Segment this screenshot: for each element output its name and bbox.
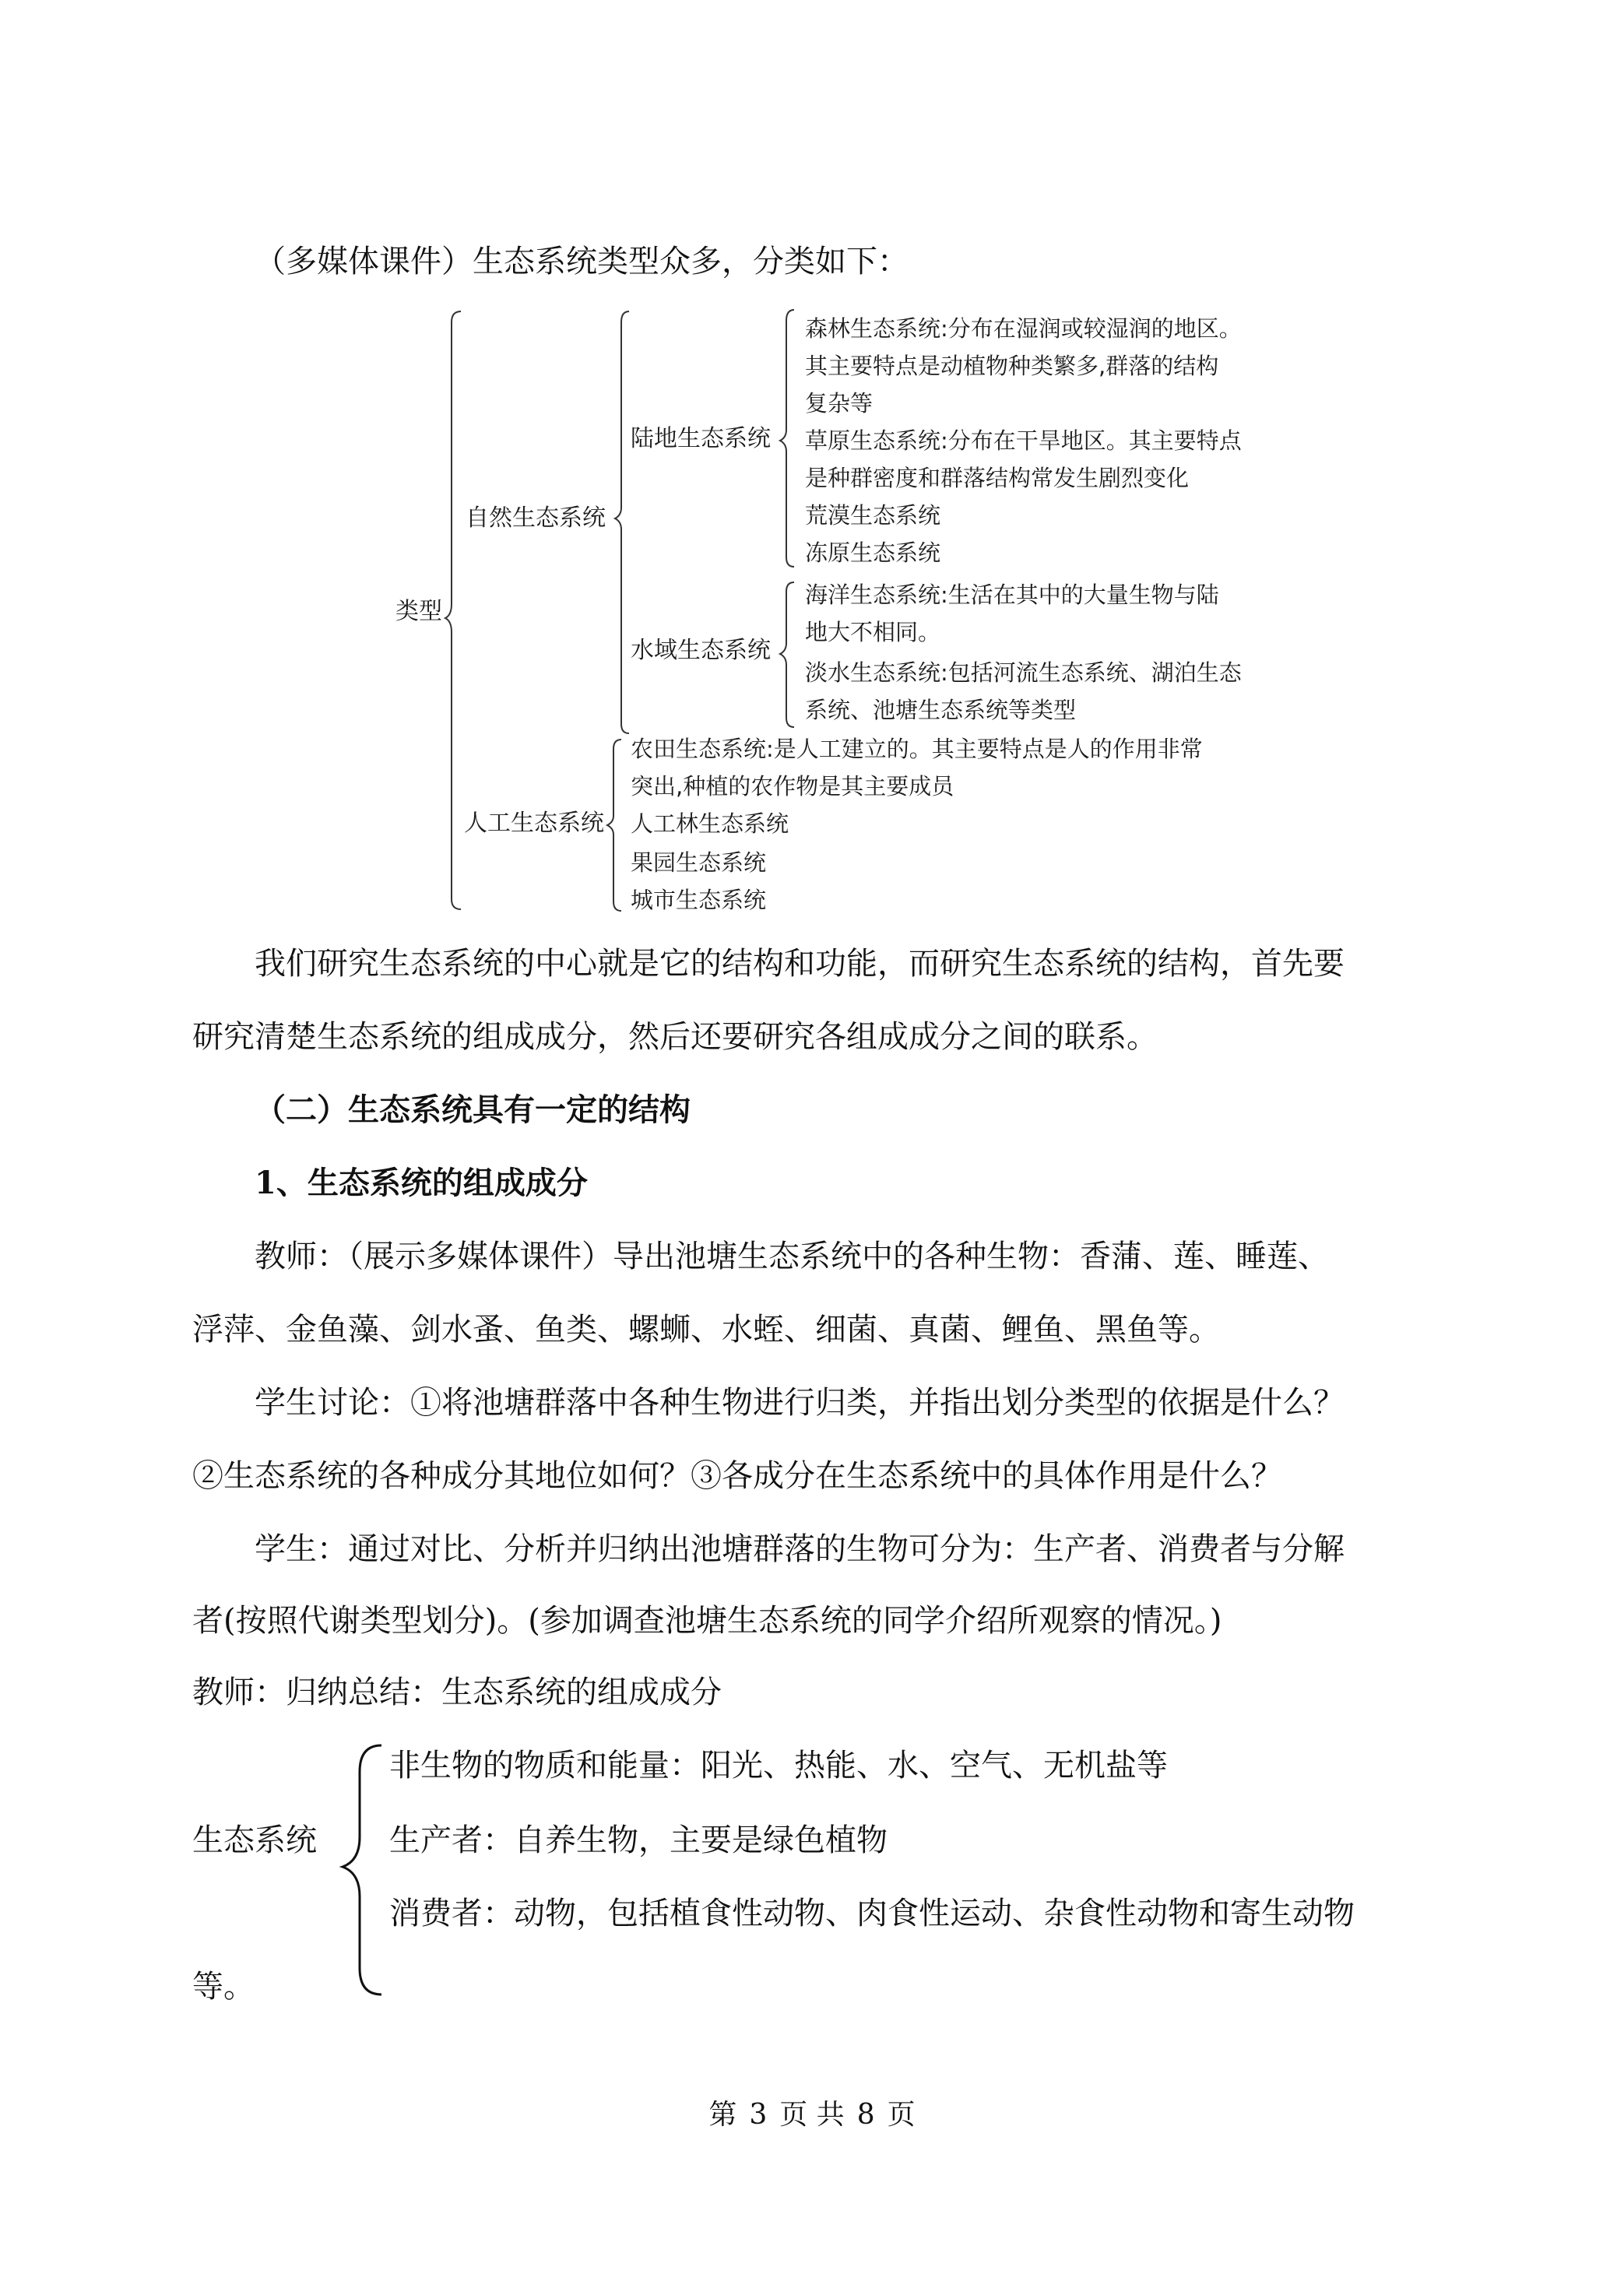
discussion-line2: ②生态系统的各种成分其地位如何？③各成分在生态系统中的具体作用是什么？	[192, 1458, 1282, 1494]
land-bracket	[780, 310, 794, 567]
artificial-item: 果园生态系统	[631, 849, 767, 876]
student-line1: 学生：通过对比、分析并归纳出池塘群落的生物可分为：生产者、消费者与分解	[255, 1531, 1345, 1567]
footer-label-3: 页	[887, 2099, 916, 2131]
root-bracket	[445, 311, 461, 909]
page-number: 3	[749, 2099, 768, 2131]
artificial-item: 城市生态系统	[631, 887, 767, 913]
section-heading: （二）生态系统具有一定的结构	[255, 1091, 691, 1128]
water-item: 系统、池塘生态系统等类型	[805, 697, 1077, 723]
natural-bracket	[615, 311, 629, 733]
total-pages: 8	[856, 2099, 875, 2131]
footer-label-1: 第	[708, 2099, 737, 2131]
artificial-item: 突出,种植的农作物是其主要成员	[631, 773, 954, 800]
footer-label-2: 页 共	[779, 2099, 845, 2131]
components-tail: 等。	[192, 1969, 255, 2005]
water-item: 地大不相同。	[805, 619, 941, 645]
discussion-line1: 学生讨论：①将池塘群落中各种生物进行归类，并指出划分类型的依据是什么？	[255, 1385, 1345, 1421]
artificial-item: 人工林生态系统	[631, 810, 789, 837]
intro-text: （多媒体课件）生态系统类型众多，分类如下：	[255, 244, 909, 279]
artificial-item: 农田生态系统:是人工建立的。其主要特点是人的作用非常	[631, 736, 1203, 762]
teacher-line2: 浮萍、金鱼藻、剑水蚤、鱼类、螺蛳、水蛭、细菌、真菌、鲤鱼、黑鱼等。	[192, 1312, 1220, 1348]
land-item: 冻原生态系统	[805, 539, 941, 566]
component-item: 生产者：自养生物，主要是绿色植物	[389, 1822, 888, 1858]
land-item: 复杂等	[805, 390, 874, 416]
artificial-bracket	[607, 740, 621, 911]
water-item: 海洋生态系统:生活在其中的大量生物与陆	[805, 582, 1219, 608]
water-item: 淡水生态系统:包括河流生态系统、湖泊生态	[805, 659, 1242, 686]
teacher-line1: 教师：（展示多媒体课件）导出池塘生态系统中的各种生物：香蒲、莲、睡莲、	[255, 1239, 1329, 1274]
artificial-label: 人工生态系统	[464, 810, 604, 837]
water-label: 水域生态系统	[631, 637, 771, 664]
page-footer	[0, 2098, 1624, 2132]
water-bracket	[780, 582, 794, 727]
land-item: 荒漠生态系统	[805, 502, 941, 529]
land-item: 草原生态系统:分布在干旱地区。其主要特点	[805, 427, 1242, 454]
tree-root-label: 类型	[395, 598, 442, 625]
para1-line1: 我们研究生态系统的中心就是它的结构和功能，而研究生态系统的结构，首先要	[255, 946, 1345, 982]
summary-line: 教师：归纳总结：生态系统的组成成分	[192, 1675, 722, 1710]
component-item: 非生物的物质和能量：阳光、热能、水、空气、无机盐等	[389, 1748, 1168, 1784]
land-label: 陆地生态系统	[631, 425, 771, 452]
natural-label: 自然生态系统	[466, 504, 606, 532]
land-item: 森林生态系统:分布在湿润或较湿润的地区。	[805, 315, 1242, 342]
para1-line2: 研究清楚生态系统的组成成分，然后还要研究各组成成分之间的联系。	[192, 1019, 1158, 1055]
student-line2: 者(按照代谢类型划分)。(参加调查池塘生态系统的同学介绍所观察的情况。)	[192, 1603, 1222, 1639]
components-root: 生态系统	[192, 1822, 317, 1858]
subsection-heading: 1、生态系统的组成成分	[255, 1165, 588, 1201]
classification-tree	[0, 0, 1624, 934]
component-item: 消费者：动物，包括植食性动物、肉食性运动、杂食性动物和寄生动物	[389, 1896, 1355, 1931]
land-item: 其主要特点是动植物种类繁多,群落的结构	[805, 353, 1219, 379]
land-item: 是种群密度和群落结构常发生剧烈变化	[805, 465, 1190, 491]
